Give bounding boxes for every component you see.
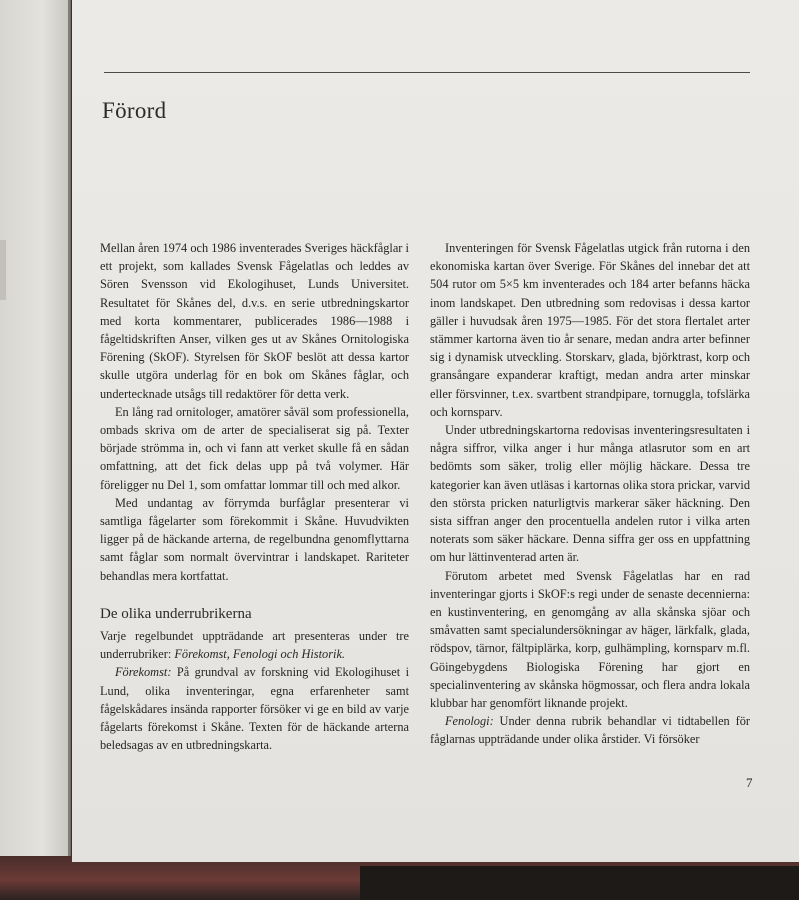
paragraph: En lång rad ornitologer, amatörer såväl som professionella, ombads skriva om de arter de specialiserat sig på. Texter började strömma in, och vi fann att verket skulle få en sådan omfattning, att det fick delas upp på två volymer. Här föreligger nu Del 1, som omfattar lommar till och med alkor.: [100, 404, 409, 492]
dark-object: [360, 866, 799, 900]
page-number: 7: [746, 775, 753, 790]
italic-terms: Förekomst, Fenologi och Historik.: [174, 647, 346, 662]
paragraph: [100, 663, 409, 754]
right-column: [430, 239, 750, 749]
paragraph: Med undantag av förrymda burfåglar presenterar vi samtliga fågelarter som förekommit i Skåne. Huvudvikten ligger på de häckande arterna, de regelbundna genomflyttarna samt fåglar som normalt övervintrar i landskapet. Rariteter behandlas mera kortfattat.: [100, 495, 409, 583]
paragraph: Förutom arbetet med Svensk Fågelatlas har en rad inventeringar gjorts i SkOF:s regi under de senaste decennierna: en kustinventering, en genomgång av alla skånska sjöar och småvatten samt specialundersökningar av häger, lärkfalk, glada, rödspov, tärnor, fältpiplärka, korp, gulhämpling, kornsparv m.fl. Göingebygdens Biologiska Förening har gjort en specialinventering av skånska högmossar, och flera andra lokala klubbar har genomfört liknande projekt.: [430, 568, 750, 711]
previous-page-tab: [0, 240, 6, 300]
book-page: [72, 0, 799, 862]
paragraph-text: På grundval av forskning vid Ekologihuset i Lund, olika inventeringar, egna erfarenheter samt fågelskådares insända rapporter försöker vi ge en bild av varje fågelarts förekomst i Skåne. Texten för de häckande arterna beledsagas av en utbredningskarta.: [100, 665, 409, 753]
left-column: [100, 239, 409, 754]
header-rule: [104, 72, 750, 73]
paragraph-text: Varje regelbundet uppträdande art presenteras under tre underrubriker:: [100, 629, 409, 662]
paragraph: Mellan åren 1974 och 1986 inventerades Sveriges häckfåglar i ett projekt, som kallades Svensk Fågelatlas och leddes av Sören Svensson vid Ekologihuset, Lunds Universitet. Resultatet för Skånes del, d.v.s. en serie utbredningskartor med korta kommentarer, publicerades 1986—1988 i fågeltidskriften Anser, vilken ges ut av Skånes Ornitologiska Förening (SkOF). Styrelsen för SkOF beslöt att dessa kartor skulle utgöra underlag för en bok om Skånes fåglar, och undertecknade utsågs till redaktörer för detta verk.: [100, 241, 409, 401]
italic-term: Förekomst:: [115, 665, 172, 680]
paragraph: Inventeringen för Svensk Fågelatlas utgick från rutorna i den ekonomiska kartan över Sverige. För Skånes del innebar det att 504 rutor om 5×5 km inventerades och 184 arter befanns häcka inom landskapet. Den utbredning som redovisas i dessa kartor gäller i huvudsak åren 1975—1985. För det stora flertalet arter stämmer kartorna även tio år senare, medan andra arter befinner sig i dynamisk utveckling. Storskarv, glada, björktrast, korp och gransångare expanderar kraftigt, medan andra arter minskar eller försvinner, t.ex. svartbent strandpipare, tornugglа, tofslärka och kornsparv.: [430, 241, 750, 419]
page-title: Förord: [102, 98, 167, 123]
paragraph: [100, 627, 409, 663]
previous-page-edge: [0, 0, 71, 858]
paragraph-text: Under denna rubrik behandlar vi tidtabellen för fåglarnas uppträdande under olika årstider. Vi försöker: [430, 714, 750, 747]
paragraph: Under utbredningskartorna redovisas inventeringsresultaten i några siffror, vilka anger i hur många atlasrutor som en art bedömts som säker, trolig eller möjlig häckare. Dessa tre kategorier kan även utläsas i kartornas olika stora prickar, varvid den största pricken naturligtvis markerar säker häckning. Den sista siffran anger den procentuella andelen rutor i vilka arten noterats som säker häckare. Denna siffra ger oss en uppfattning om hur lättinventerad arten är.: [430, 423, 750, 565]
italic-term: Fenologi:: [445, 714, 494, 729]
paragraph: [430, 712, 750, 748]
section-heading: De olika underrubrikerna: [100, 605, 252, 622]
